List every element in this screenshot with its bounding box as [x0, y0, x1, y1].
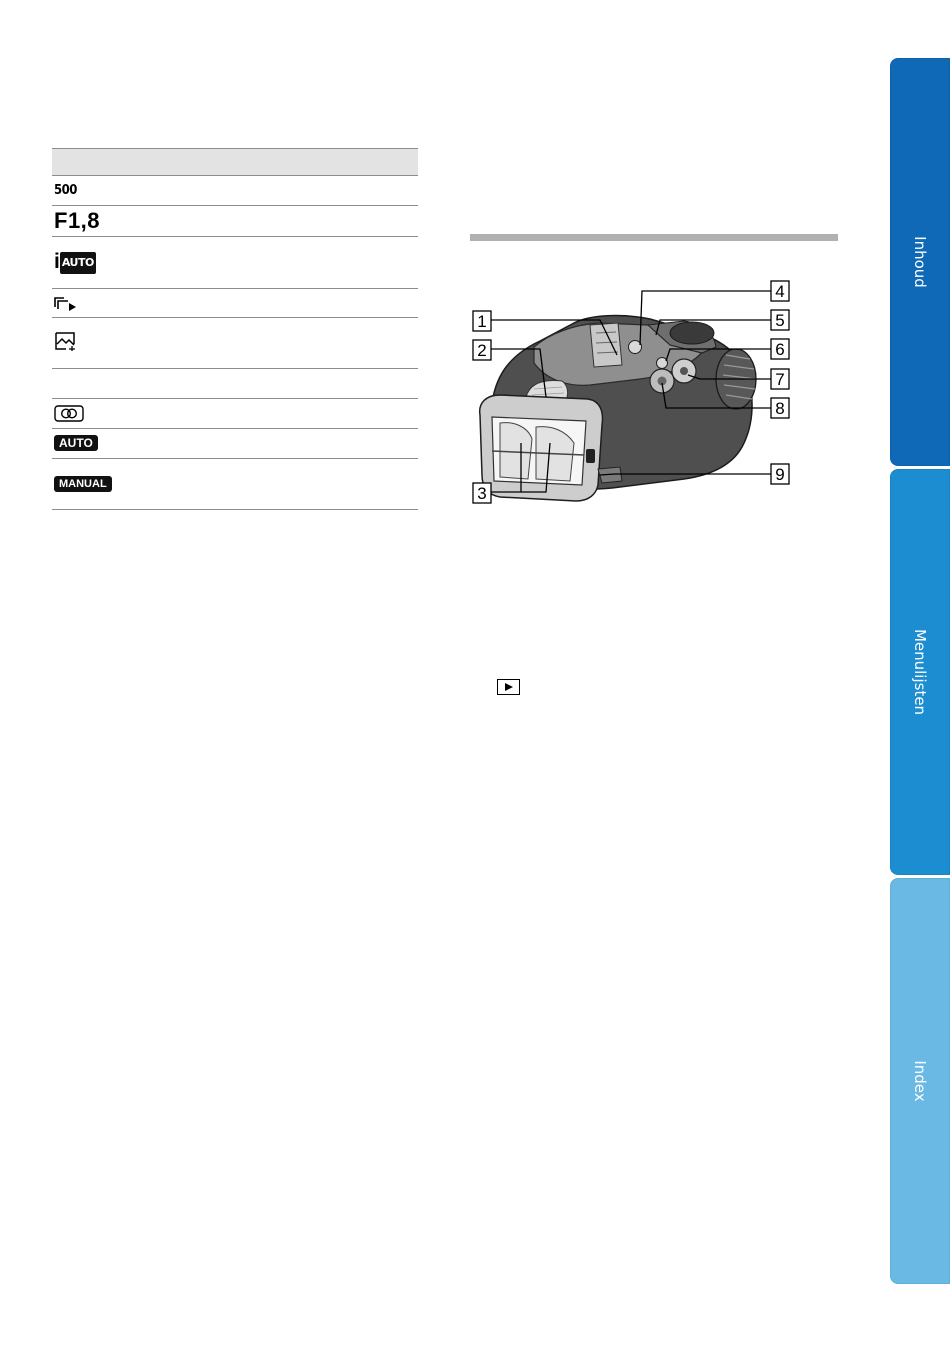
table-row	[52, 237, 418, 289]
aperture-icon: F1,8	[54, 208, 101, 233]
callout-1: 1	[477, 312, 487, 331]
tab-menulijsten-label: Menulijsten	[911, 628, 929, 716]
intelligent-auto-letter: i	[54, 250, 60, 273]
table-row	[52, 399, 418, 429]
table-row	[52, 176, 418, 206]
callout-8: 8	[775, 399, 785, 418]
intelligent-auto-badge: AUTO	[60, 252, 96, 274]
tab-inhoud-label: Inhoud	[911, 236, 929, 288]
table-row	[52, 289, 418, 318]
auto-badge-icon: AUTO	[54, 435, 98, 451]
section-heading-rule	[470, 234, 838, 241]
binocular-camera-illustration	[470, 275, 810, 510]
intelligent-auto-icon	[54, 252, 96, 274]
table-row	[52, 318, 418, 369]
table-header	[52, 148, 418, 176]
callout-9: 9	[775, 465, 785, 484]
play-triangle-glyph	[505, 683, 513, 691]
icon-table	[52, 148, 418, 510]
side-navigation	[890, 58, 950, 1284]
tab-index-label: Index	[911, 1060, 929, 1102]
callout-4: 4	[775, 282, 785, 301]
callout-2: 2	[477, 341, 487, 360]
binocular-camera-diagram	[470, 275, 810, 510]
photo-scene-icon	[54, 331, 78, 355]
table-row	[52, 429, 418, 459]
callout-5: 5	[775, 311, 785, 330]
callout-6: 6	[775, 340, 785, 359]
stereo-3d-icon	[54, 405, 84, 426]
tab-inhoud[interactable]	[890, 58, 950, 466]
tab-index[interactable]	[890, 878, 950, 1284]
play-triangle-icon	[497, 679, 520, 695]
tab-menulijsten[interactable]	[890, 469, 950, 875]
callout-7: 7	[775, 370, 785, 389]
callout-3: 3	[477, 484, 487, 503]
manual-badge-icon: MANUAL	[54, 476, 112, 492]
table-row	[52, 206, 418, 237]
table-row	[52, 459, 418, 510]
table-row	[52, 369, 418, 399]
shutter-speed-icon: 500	[54, 183, 77, 198]
playback-movie-icon	[54, 295, 80, 315]
